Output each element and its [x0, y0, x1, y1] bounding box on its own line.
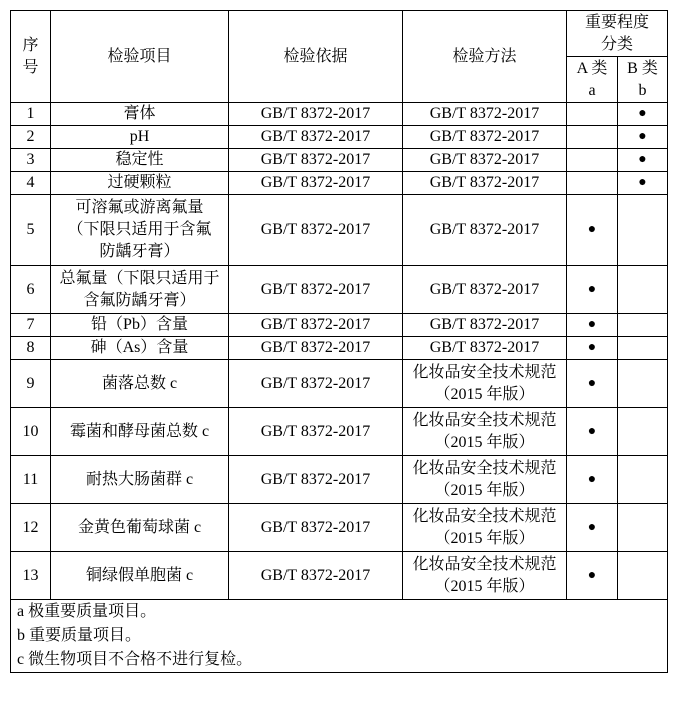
cell-item: 铜绿假单胞菌 c [51, 552, 229, 600]
cell-seq: 2 [11, 126, 51, 149]
cell-seq: 1 [11, 103, 51, 126]
cell-class-a: ● [567, 456, 618, 504]
cell-class-b: ● [618, 126, 668, 149]
cell-basis: GB/T 8372-2017 [229, 337, 403, 360]
cell-basis: GB/T 8372-2017 [229, 360, 403, 408]
table-row [11, 103, 668, 126]
table-row [11, 195, 668, 266]
footnote-c: c 微生物项目不合格不进行复检。 [11, 648, 668, 673]
cell-seq: 9 [11, 360, 51, 408]
cell-item: 金黄色葡萄球菌 c [51, 504, 229, 552]
table-row [11, 266, 668, 314]
cell-class-b [618, 314, 668, 337]
table-row [11, 172, 668, 195]
header-row [11, 11, 668, 57]
cell-item: 砷（As）含量 [51, 337, 229, 360]
cell-class-b [618, 456, 668, 504]
document [10, 10, 668, 673]
cell-seq: 3 [11, 149, 51, 172]
cell-item: 过硬颗粒 [51, 172, 229, 195]
cell-seq: 11 [11, 456, 51, 504]
cell-seq: 10 [11, 408, 51, 456]
table-row [11, 337, 668, 360]
cell-basis: GB/T 8372-2017 [229, 456, 403, 504]
cell-item: 耐热大肠菌群 c [51, 456, 229, 504]
cell-class-b: ● [618, 103, 668, 126]
table-row [11, 314, 668, 337]
cell-item: 霉菌和酵母菌总数 c [51, 408, 229, 456]
table-row [11, 360, 668, 408]
cell-class-b [618, 266, 668, 314]
cell-basis: GB/T 8372-2017 [229, 408, 403, 456]
footnote-row [11, 624, 668, 648]
cell-class-a: ● [567, 552, 618, 600]
cell-basis: GB/T 8372-2017 [229, 266, 403, 314]
cell-class-b: ● [618, 149, 668, 172]
cell-class-a [567, 149, 618, 172]
cell-item: 膏体 [51, 103, 229, 126]
footnote-row [11, 648, 668, 673]
cell-class-a: ● [567, 337, 618, 360]
cell-method: GB/T 8372-2017 [403, 103, 567, 126]
cell-seq: 13 [11, 552, 51, 600]
cell-class-b [618, 552, 668, 600]
cell-class-b [618, 337, 668, 360]
header-class-b: B 类 b [618, 57, 668, 103]
cell-class-a: ● [567, 195, 618, 266]
header-importance: 重要程度分类 [567, 11, 668, 57]
header-item: 检验项目 [51, 11, 229, 103]
cell-method: 化妆品安全技术规范（2015 年版） [403, 408, 567, 456]
table-row [11, 149, 668, 172]
cell-method: GB/T 8372-2017 [403, 149, 567, 172]
cell-seq: 8 [11, 337, 51, 360]
cell-seq: 5 [11, 195, 51, 266]
cell-class-b [618, 195, 668, 266]
cell-method: 化妆品安全技术规范（2015 年版） [403, 456, 567, 504]
cell-method: GB/T 8372-2017 [403, 314, 567, 337]
table-row [11, 504, 668, 552]
cell-seq: 4 [11, 172, 51, 195]
cell-class-a: ● [567, 360, 618, 408]
cell-basis: GB/T 8372-2017 [229, 504, 403, 552]
cell-class-b: ● [618, 172, 668, 195]
cell-item: 铅（Pb）含量 [51, 314, 229, 337]
inspection-table [10, 10, 668, 673]
cell-basis: GB/T 8372-2017 [229, 172, 403, 195]
table-row [11, 456, 668, 504]
cell-class-a: ● [567, 314, 618, 337]
cell-method: GB/T 8372-2017 [403, 195, 567, 266]
cell-item: 稳定性 [51, 149, 229, 172]
cell-seq: 6 [11, 266, 51, 314]
cell-class-a: ● [567, 266, 618, 314]
cell-basis: GB/T 8372-2017 [229, 126, 403, 149]
cell-class-a: ● [567, 408, 618, 456]
table-row [11, 552, 668, 600]
cell-class-a [567, 126, 618, 149]
cell-method: GB/T 8372-2017 [403, 266, 567, 314]
table-row [11, 126, 668, 149]
cell-method: 化妆品安全技术规范（2015 年版） [403, 504, 567, 552]
header-class-a: A 类 a [567, 57, 618, 103]
cell-method: GB/T 8372-2017 [403, 337, 567, 360]
cell-item: 菌落总数 c [51, 360, 229, 408]
cell-basis: GB/T 8372-2017 [229, 149, 403, 172]
cell-seq: 12 [11, 504, 51, 552]
cell-method: 化妆品安全技术规范（2015 年版） [403, 360, 567, 408]
cell-seq: 7 [11, 314, 51, 337]
cell-basis: GB/T 8372-2017 [229, 195, 403, 266]
footnote-row [11, 600, 668, 625]
cell-class-b [618, 504, 668, 552]
header-basis: 检验依据 [229, 11, 403, 103]
cell-class-a [567, 103, 618, 126]
cell-basis: GB/T 8372-2017 [229, 103, 403, 126]
cell-basis: GB/T 8372-2017 [229, 552, 403, 600]
header-method: 检验方法 [403, 11, 567, 103]
cell-method: GB/T 8372-2017 [403, 172, 567, 195]
cell-method: GB/T 8372-2017 [403, 126, 567, 149]
cell-item: pH [51, 126, 229, 149]
cell-basis: GB/T 8372-2017 [229, 314, 403, 337]
footnote-b: b 重要质量项目。 [11, 624, 668, 648]
cell-method: 化妆品安全技术规范（2015 年版） [403, 552, 567, 600]
cell-item: 可溶氟或游离氟量（下限只适用于含氟防龋牙膏） [51, 195, 229, 266]
table-row [11, 408, 668, 456]
header-seq: 序号 [11, 11, 51, 103]
cell-item: 总氟量（下限只适用于含氟防龋牙膏） [51, 266, 229, 314]
footnote-a: a 极重要质量项目。 [11, 600, 668, 625]
cell-class-b [618, 360, 668, 408]
cell-class-a [567, 172, 618, 195]
cell-class-b [618, 408, 668, 456]
cell-class-a: ● [567, 504, 618, 552]
